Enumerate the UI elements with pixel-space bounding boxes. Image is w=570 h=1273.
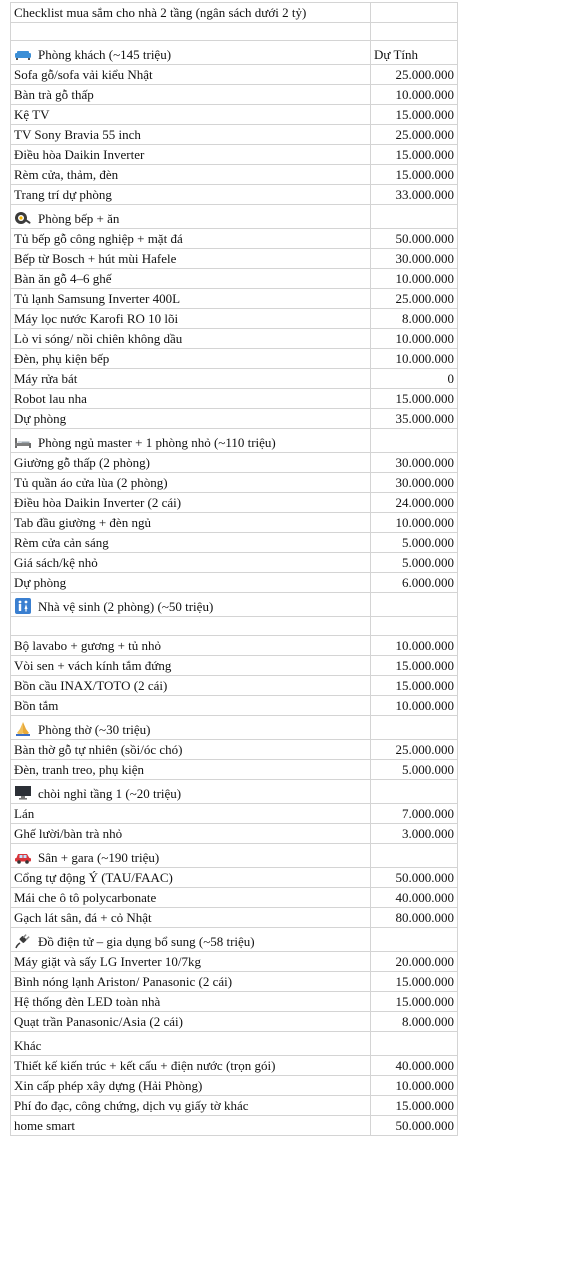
empty-cell xyxy=(371,844,458,868)
item-amount xyxy=(371,1012,458,1032)
item-amount-text: 50.000.000 xyxy=(395,1118,454,1133)
item-amount-text: 10.000.000 xyxy=(395,87,454,102)
section-title-text: Đồ điện tử – gia dụng bổ sung (~58 triệu) xyxy=(38,934,255,949)
table-row xyxy=(11,1096,458,1116)
item-name xyxy=(11,952,371,972)
item-name xyxy=(11,696,371,716)
section-title-text: Phòng thờ (~30 triệu) xyxy=(38,722,151,737)
item-name-text: Dự phòng xyxy=(14,575,67,590)
item-amount-text: 10.000.000 xyxy=(395,271,454,286)
item-name-text: Cổng tự động Ý (TAU/FAAC) xyxy=(14,870,173,885)
section-title xyxy=(11,928,371,952)
empty-cell xyxy=(371,617,458,636)
section-header-row xyxy=(11,780,458,804)
item-amount xyxy=(371,145,458,165)
section-title-text: Phòng khách (~145 triệu) xyxy=(38,47,172,62)
item-amount-text: 15.000.000 xyxy=(395,147,454,162)
empty-cell xyxy=(371,593,458,617)
item-name xyxy=(11,1096,371,1116)
section-title-text: Khác xyxy=(14,1038,42,1053)
item-name-text: Robot lau nha xyxy=(14,391,87,406)
item-amount xyxy=(371,676,458,696)
item-amount-text: 15.000.000 xyxy=(395,994,454,1009)
item-name-text: Ghế lười/bàn trà nhỏ xyxy=(14,826,123,841)
table-row xyxy=(11,1076,458,1096)
item-name-text: Thiết kế kiến trúc + kết cấu + điện nước (trọn gói) xyxy=(14,1058,276,1073)
item-name-text: Giường gỗ thấp (2 phòng) xyxy=(14,455,150,470)
item-name xyxy=(11,992,371,1012)
section-title xyxy=(11,41,371,65)
table-row xyxy=(11,952,458,972)
item-amount-text: 50.000.000 xyxy=(395,231,454,246)
item-amount-text: 30.000.000 xyxy=(395,251,454,266)
item-amount-text: 25.000.000 xyxy=(395,291,454,306)
page-title xyxy=(11,3,371,23)
item-name-text: Phí đo đạc, công chứng, dịch vụ giấy tờ khác xyxy=(14,1098,249,1113)
item-name xyxy=(11,972,371,992)
item-amount xyxy=(371,533,458,553)
item-name-text: Kệ TV xyxy=(14,107,50,122)
item-name-text: Điều hòa Daikin Inverter (2 cái) xyxy=(14,495,182,510)
item-name xyxy=(11,760,371,780)
item-name xyxy=(11,329,371,349)
item-amount-text: 40.000.000 xyxy=(395,1058,454,1073)
car-icon xyxy=(14,849,32,865)
item-amount-text: 10.000.000 xyxy=(395,1078,454,1093)
item-amount-text: 5.000.000 xyxy=(402,762,454,777)
item-amount-text: 8.000.000 xyxy=(402,311,454,326)
item-amount-text: 15.000.000 xyxy=(395,678,454,693)
item-amount-text: 30.000.000 xyxy=(395,455,454,470)
item-amount xyxy=(371,908,458,928)
sofa-icon xyxy=(14,46,32,62)
item-amount xyxy=(371,165,458,185)
item-name-text: Bàn trà gỗ thấp xyxy=(14,87,94,102)
table-row xyxy=(11,573,458,593)
table-row xyxy=(11,349,458,369)
section-header-row xyxy=(11,205,458,229)
item-name-text: Đèn, phụ kiện bếp xyxy=(14,351,110,366)
item-name-text: Bàn ăn gỗ 4–6 ghế xyxy=(14,271,112,286)
item-name xyxy=(11,573,371,593)
sheet-body xyxy=(11,3,458,1136)
item-name xyxy=(11,1056,371,1076)
section-title-text: Phòng bếp + ăn xyxy=(38,211,120,226)
item-name xyxy=(11,125,371,145)
item-name-text: Quạt trần Panasonic/Asia (2 cái) xyxy=(14,1014,183,1029)
item-name-text: home smart xyxy=(14,1118,76,1133)
item-amount-text: 25.000.000 xyxy=(395,127,454,142)
item-name-text: Bình nóng lạnh Ariston/ Panasonic (2 cái) xyxy=(14,974,233,989)
item-amount-text: 33.000.000 xyxy=(395,187,454,202)
section-title xyxy=(11,429,371,453)
table-row xyxy=(11,389,458,409)
item-amount xyxy=(371,972,458,992)
item-name-text: Máy lọc nước Karofi RO 10 lõi xyxy=(14,311,179,326)
section-title xyxy=(11,844,371,868)
item-amount xyxy=(371,249,458,269)
table-row xyxy=(11,185,458,205)
praying-hands-icon xyxy=(14,721,32,737)
item-name-text: Bồn cầu INAX/TOTO (2 cái) xyxy=(14,678,168,693)
item-name xyxy=(11,105,371,125)
item-name xyxy=(11,493,371,513)
item-amount-text: 3.000.000 xyxy=(402,826,454,841)
item-name xyxy=(11,533,371,553)
page-title-text: Checklist mua sắm cho nhà 2 tầng (ngân sách dưới 2 tỷ) xyxy=(14,5,307,20)
item-name xyxy=(11,553,371,573)
item-name-text: Máy rửa bát xyxy=(14,371,78,386)
blank-row xyxy=(11,617,458,636)
item-name-text: Sofa gỗ/sofa vải kiểu Nhật xyxy=(14,67,153,82)
item-name-text: Mái che ô tô polycarbonate xyxy=(14,890,157,905)
item-amount xyxy=(371,992,458,1012)
item-amount xyxy=(371,696,458,716)
item-amount xyxy=(371,553,458,573)
item-name-text: Rèm cửa cản sáng xyxy=(14,535,109,550)
item-name-text: Đèn, tranh treo, phụ kiện xyxy=(14,762,144,777)
item-amount xyxy=(371,656,458,676)
item-amount-text: 24.000.000 xyxy=(395,495,454,510)
item-name-text: Bộ lavabo + gương + tủ nhỏ xyxy=(14,638,162,653)
item-name xyxy=(11,908,371,928)
table-row xyxy=(11,229,458,249)
item-name xyxy=(11,868,371,888)
item-amount-text: 80.000.000 xyxy=(395,910,454,925)
item-amount-text: 6.000.000 xyxy=(402,575,454,590)
item-name xyxy=(11,1116,371,1136)
item-name xyxy=(11,145,371,165)
item-amount xyxy=(371,389,458,409)
item-name xyxy=(11,269,371,289)
item-name-text: Giá sách/kệ nhỏ xyxy=(14,555,98,570)
item-amount xyxy=(371,65,458,85)
section-title-text: Phòng ngủ master + 1 phòng nhỏ (~110 triệu) xyxy=(38,435,276,450)
item-name xyxy=(11,804,371,824)
item-amount-text: 10.000.000 xyxy=(395,515,454,530)
table-row xyxy=(11,868,458,888)
item-name-text: Bếp từ Bosch + hút mùi Hafele xyxy=(14,251,177,266)
empty-cell xyxy=(11,617,371,636)
table-row xyxy=(11,85,458,105)
section-title-text: chòi nghỉ tầng 1 (~20 triệu) xyxy=(38,786,182,801)
table-row xyxy=(11,696,458,716)
item-amount xyxy=(371,409,458,429)
item-name xyxy=(11,740,371,760)
section-header-row xyxy=(11,41,458,65)
item-amount-text: 10.000.000 xyxy=(395,698,454,713)
section-title xyxy=(11,1032,371,1056)
item-amount-text: 35.000.000 xyxy=(395,411,454,426)
table-row xyxy=(11,453,458,473)
section-title-text: Sân + gara (~190 triệu) xyxy=(38,850,160,865)
item-amount xyxy=(371,329,458,349)
section-title-text: Nhà vệ sinh (2 phòng) (~50 triệu) xyxy=(38,599,214,614)
table-row xyxy=(11,656,458,676)
item-name-text: Lán xyxy=(14,806,35,821)
table-row xyxy=(11,165,458,185)
monitor-icon xyxy=(14,785,32,801)
item-name xyxy=(11,309,371,329)
item-amount-text: 10.000.000 xyxy=(395,331,454,346)
item-amount-text: 15.000.000 xyxy=(395,107,454,122)
item-name xyxy=(11,389,371,409)
empty-cell xyxy=(371,1032,458,1056)
table-row xyxy=(11,269,458,289)
item-name xyxy=(11,65,371,85)
column-header-text: Dự Tính xyxy=(374,47,419,62)
checklist-sheet xyxy=(10,2,458,1136)
item-amount xyxy=(371,760,458,780)
item-amount-text: 25.000.000 xyxy=(395,67,454,82)
item-amount xyxy=(371,289,458,309)
item-name xyxy=(11,824,371,844)
item-name xyxy=(11,185,371,205)
item-amount-text: 7.000.000 xyxy=(402,806,454,821)
item-name xyxy=(11,656,371,676)
table-row xyxy=(11,760,458,780)
item-amount-text: 5.000.000 xyxy=(402,555,454,570)
table-row xyxy=(11,740,458,760)
item-amount xyxy=(371,804,458,824)
item-amount xyxy=(371,105,458,125)
item-name xyxy=(11,513,371,533)
item-name xyxy=(11,369,371,389)
section-header-row xyxy=(11,844,458,868)
section-header-row xyxy=(11,1032,458,1056)
bed-icon xyxy=(14,434,32,450)
item-name-text: Tủ quần áo cửa lùa (2 phòng) xyxy=(14,475,168,490)
section-header-row xyxy=(11,593,458,617)
empty-cell xyxy=(371,716,458,740)
item-name-text: Máy giặt và sấy LG Inverter 10/7kg xyxy=(14,954,202,969)
table-row xyxy=(11,908,458,928)
item-name-text: Tab đầu giường + đèn ngủ xyxy=(14,515,151,530)
item-amount-text: 40.000.000 xyxy=(395,890,454,905)
plug-icon xyxy=(14,933,32,949)
table-row xyxy=(11,65,458,85)
item-amount-text: 5.000.000 xyxy=(402,535,454,550)
table-row xyxy=(11,145,458,165)
item-name xyxy=(11,1076,371,1096)
table-row xyxy=(11,309,458,329)
item-name-text: Lò vi sóng/ nồi chiên không dầu xyxy=(14,331,183,346)
item-name xyxy=(11,888,371,908)
item-amount-text: 50.000.000 xyxy=(395,870,454,885)
table-row xyxy=(11,1116,458,1136)
item-amount xyxy=(371,493,458,513)
item-amount xyxy=(371,125,458,145)
section-title xyxy=(11,205,371,229)
item-amount xyxy=(371,1116,458,1136)
item-amount xyxy=(371,229,458,249)
item-name xyxy=(11,636,371,656)
table-row xyxy=(11,1012,458,1032)
table-row xyxy=(11,972,458,992)
frying-pan-icon xyxy=(14,210,32,226)
empty-cell xyxy=(11,23,371,41)
table-row xyxy=(11,824,458,844)
table-row xyxy=(11,1056,458,1076)
section-title xyxy=(11,780,371,804)
item-name-text: Vòi sen + vách kính tắm đứng xyxy=(14,658,172,673)
table-row xyxy=(11,105,458,125)
table-row xyxy=(11,249,458,269)
empty-cell xyxy=(371,3,458,23)
item-amount-text: 20.000.000 xyxy=(395,954,454,969)
item-name xyxy=(11,249,371,269)
item-name xyxy=(11,409,371,429)
empty-cell xyxy=(371,205,458,229)
item-name-text: Dự phòng xyxy=(14,411,67,426)
item-name xyxy=(11,1012,371,1032)
table-row xyxy=(11,409,458,429)
blank-row xyxy=(11,23,458,41)
item-amount-text: 15.000.000 xyxy=(395,1098,454,1113)
item-amount xyxy=(371,573,458,593)
section-title xyxy=(11,593,371,617)
item-name-text: Bồn tắm xyxy=(14,698,59,713)
item-name xyxy=(11,473,371,493)
table-row xyxy=(11,676,458,696)
table-row xyxy=(11,369,458,389)
table-row xyxy=(11,636,458,656)
item-amount xyxy=(371,740,458,760)
item-name-text: Gạch lát sân, đá + cỏ Nhật xyxy=(14,910,152,925)
item-amount-text: 10.000.000 xyxy=(395,638,454,653)
item-amount-text: 25.000.000 xyxy=(395,742,454,757)
column-header xyxy=(371,41,458,65)
item-name-text: Điều hòa Daikin Inverter xyxy=(14,147,145,162)
item-amount xyxy=(371,1056,458,1076)
item-name xyxy=(11,676,371,696)
item-amount-text: 15.000.000 xyxy=(395,658,454,673)
item-amount xyxy=(371,453,458,473)
item-name xyxy=(11,453,371,473)
section-header-row xyxy=(11,928,458,952)
item-amount-text: 15.000.000 xyxy=(395,391,454,406)
item-amount-text: 30.000.000 xyxy=(395,475,454,490)
item-amount xyxy=(371,473,458,493)
section-title xyxy=(11,716,371,740)
empty-cell xyxy=(371,23,458,41)
item-amount xyxy=(371,269,458,289)
title-row xyxy=(11,3,458,23)
item-name xyxy=(11,349,371,369)
item-amount xyxy=(371,349,458,369)
item-amount xyxy=(371,1096,458,1116)
item-name-text: Tủ lạnh Samsung Inverter 400L xyxy=(14,291,181,306)
item-name xyxy=(11,165,371,185)
restroom-icon xyxy=(14,598,32,614)
table-row xyxy=(11,125,458,145)
item-name xyxy=(11,85,371,105)
item-name xyxy=(11,289,371,309)
item-amount-text: 15.000.000 xyxy=(395,167,454,182)
item-amount xyxy=(371,85,458,105)
item-name-text: Trang trí dự phòng xyxy=(14,187,112,202)
section-header-row xyxy=(11,716,458,740)
table-row xyxy=(11,804,458,824)
empty-cell xyxy=(371,429,458,453)
item-amount-text: 8.000.000 xyxy=(402,1014,454,1029)
item-name-text: Hệ thống đèn LED toàn nhà xyxy=(14,994,161,1009)
item-name-text: TV Sony Bravia 55 inch xyxy=(14,127,141,142)
table-row xyxy=(11,329,458,349)
item-amount xyxy=(371,952,458,972)
item-amount-text: 15.000.000 xyxy=(395,974,454,989)
item-amount-text: 10.000.000 xyxy=(395,351,454,366)
item-amount xyxy=(371,513,458,533)
item-amount xyxy=(371,185,458,205)
item-name-text: Bàn thờ gỗ tự nhiên (sồi/óc chó) xyxy=(14,742,183,757)
item-amount xyxy=(371,824,458,844)
item-name xyxy=(11,229,371,249)
empty-cell xyxy=(371,780,458,804)
item-amount xyxy=(371,369,458,389)
item-amount xyxy=(371,1076,458,1096)
table-row xyxy=(11,992,458,1012)
item-name-text: Xin cấp phép xây dựng (Hải Phòng) xyxy=(14,1078,203,1093)
item-amount-text: 0 xyxy=(447,371,454,386)
section-header-row xyxy=(11,429,458,453)
table-row xyxy=(11,553,458,573)
table-row xyxy=(11,493,458,513)
item-amount xyxy=(371,888,458,908)
table-row xyxy=(11,473,458,493)
item-amount xyxy=(371,868,458,888)
item-name-text: Rèm cửa, thảm, đèn xyxy=(14,167,119,182)
table-row xyxy=(11,289,458,309)
item-amount xyxy=(371,636,458,656)
empty-cell xyxy=(371,928,458,952)
item-amount xyxy=(371,309,458,329)
table-row xyxy=(11,533,458,553)
item-name-text: Tủ bếp gỗ công nghiệp + mặt đá xyxy=(14,231,183,246)
table-row xyxy=(11,513,458,533)
table-row xyxy=(11,888,458,908)
